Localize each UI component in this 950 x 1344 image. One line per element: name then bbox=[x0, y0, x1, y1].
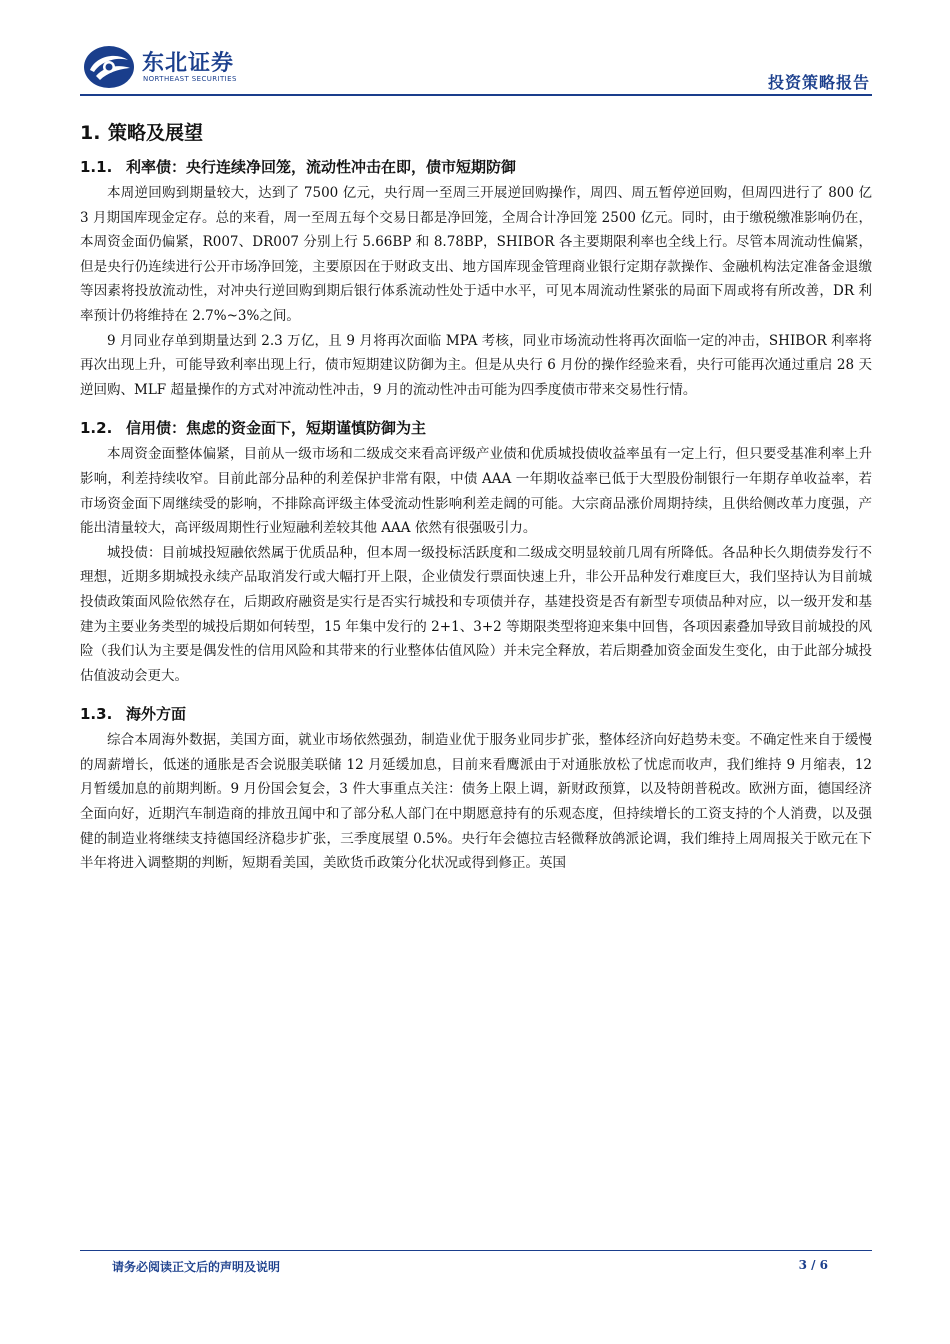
header-divider bbox=[80, 94, 872, 96]
northeast-securities-logo-icon bbox=[82, 44, 136, 90]
footer-divider bbox=[80, 1250, 872, 1251]
subsection-heading bbox=[80, 702, 872, 726]
company-logo bbox=[82, 44, 282, 90]
subsection-title: 利率债：央行连续净回笼，流动性冲击在即，债市短期防御 bbox=[126, 158, 517, 176]
subsection-number: 1.2. bbox=[80, 419, 113, 438]
company-name-en: NORTHEAST SECURITIES bbox=[143, 75, 237, 83]
page-number: 3 / 6 bbox=[798, 1258, 828, 1272]
page-header bbox=[0, 0, 950, 100]
subsection-heading bbox=[80, 416, 872, 440]
company-name-cn: 东北证券 bbox=[142, 51, 235, 76]
subsection-interest-rate-bonds bbox=[80, 155, 872, 402]
subsection-number: 1.1. bbox=[80, 158, 113, 176]
spacer bbox=[80, 402, 872, 416]
paragraph: 本周资金面整体偏紧，目前从一级市场和二级成交来看高评级产业债和优质城投债收益率虽有一定上行，但只要受基准利率上升影响，利差持续收窄。目前此部分品种的利差保护非常有限，中债 AAA 一年期收益率已低于大型股份制银行一年期存单收益率，若市场资金面下周继续受的影响，不排除高评级主体受流动性影响利差走阔的可能。大宗商品涨价周期持续，且供给侧改革力度强，产能出清量较大，高评级周期性行业短融利差较其他 AAA 依然有很强吸引力。 bbox=[80, 446, 872, 537]
paragraph: 9 月同业存单到期量达到 2.3 万亿，且 9 月将再次面临 MPA 考核，同业市场流动性将再次面临一定的冲击，SHIBOR 利率将再次出现上升，可能导致利率出现上行，债市短期建议防御为主。但是从央行 6 月份的操作经验来看，央行可能再次通过重启 28 天逆回购、MLF 超量操作的方式对冲流动性冲击，9 月的流动性冲击可能为四季度债市带来交易性行情。 bbox=[80, 332, 872, 398]
section-title: 策略及展望 bbox=[108, 122, 204, 144]
paragraph: 综合本周海外数据，美国方面，就业市场依然强劲，制造业优于服务业同步扩张，整体经济向好趋势未变。不确定性来自于缓慢的周薪增长，低迷的通胀是否会说服美联储 12 月延缓加息，目前来看鹰派由于对通胀放松了忧虑而收声，我们维持 9 月缩表，12 月暂缓加息的前期判断。9 月份国会复会，3 件大事重点关注：债务上限上调，新财政预算，以及特朗普税改。欧洲方面，德国经济全面向好，近期汽车制造商的排放丑闻中和了部分私人部门在中期愿意持有的乐观态度，但持续增长的工资支持的个人消费，以及强健的制造业将继续支持德国经济稳步扩张，三季度展望 0.5%。央行年会德拉吉轻微释放鸽派论调，我们维持上周周报关于欧元在下半年将进入调整期的判断，短期看美国，美欧货币政策分化状况或得到修正。英国 bbox=[80, 732, 872, 872]
subsection-title: 海外方面 bbox=[126, 705, 187, 724]
subsection-credit-bonds bbox=[80, 416, 872, 688]
footer-disclaimer: 请务必阅读正文后的声明及说明 bbox=[112, 1260, 281, 1274]
report-body bbox=[80, 118, 872, 876]
paragraph: 城投债：目前城投短融依然属于优质品种，但本周一级投标活跃度和二级成交明显较前几周有所降低。各品种长久期债券发行不理想，近期多期城投永续产品取消发行或大幅打开上限，企业债发行票面快速上升，非公开品种发行难度巨大，我们坚持认为目前城投债政策面风险依然存在，后期政府融资是实行是否实行城投和专项债并存，基建投资是否有新型专项债品种对应，以一级开发和基建为主要业务类型的城投后期如何转型，15 年集中发行的 2+1、3+2 等期限类型将迎来集中回售，各项因素叠加导致目前城投的风险（我们认为主要是偶发性的信用风险和其带来的行业整体估值风险）并未完全释放，若后期叠加资金面发生变化，由于此部分城投估值波动会更大。 bbox=[80, 544, 872, 684]
subsection-number: 1.3. bbox=[80, 705, 113, 724]
spacer bbox=[80, 688, 872, 702]
subsection-heading bbox=[80, 155, 872, 179]
section-heading bbox=[80, 118, 872, 145]
subsection-overseas bbox=[80, 702, 872, 876]
section-number: 1. bbox=[80, 122, 101, 144]
report-type-label: 投资策略报告 bbox=[767, 73, 870, 92]
subsection-title: 信用债：焦虑的资金面下，短期谨慎防御为主 bbox=[126, 419, 427, 438]
paragraph: 本周逆回购到期量较大，达到了 7500 亿元，央行周一至周三开展逆回购操作，周四、周五暂停逆回购，但周四进行了 800 亿 3 月期国库现金定存。总的来看，周一至周五每个交易日都是净回笼，全周合计净回笼 2500 亿元。同时，由于缴税缴准影响仍在，本周资金面仍偏紧，R007、DR007 分别上行 5.66BP 和 8.78BP，SHIBOR 各主要期限利率也全线上行。尽管本周流动性偏紧，但是央行仍连续进行公开市场净回笼，主要原因在于财政支出、地方国库现金管理商业银行定期存款操作、金融机构法定准备金退缴等因素将投放流动性，对冲央行逆回购到期后银行体系流动性处于适中水平，可见本周流动性紧张的局面下周或将有所改善，DR 利率预计仍将维持在 2.7%~3%之间。 bbox=[80, 185, 872, 324]
